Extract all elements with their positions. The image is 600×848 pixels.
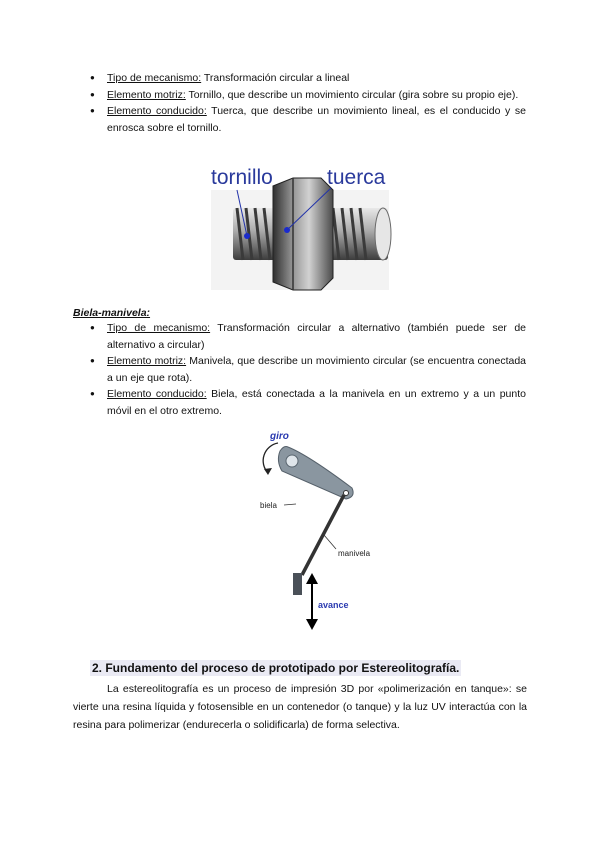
manivela-label: manivela [338, 549, 371, 558]
item-text: Tornillo, que describe un movimiento circular (gira sobre su propio eje). [185, 88, 519, 101]
list-item [90, 70, 526, 87]
screw-label: tornillo [211, 166, 273, 189]
biela-label: biela [260, 501, 277, 510]
item-text: Manivela, que describe un movimiento circular (se encuentra conectada a un eje que rota). [107, 355, 527, 384]
screw-nut-list [90, 70, 526, 136]
item-term: Elemento conducido: [107, 105, 207, 117]
item-text: Biela, está conectada a la manivela en un extremo y a un punto móvil en el otro extremo. [107, 388, 526, 417]
item-text: Transformación circular a alternativo (también puede ser de alternativo a circular) [107, 322, 526, 351]
list-item [90, 353, 526, 386]
list-item [90, 87, 526, 104]
item-text: Transformación circular a lineal [201, 72, 350, 84]
section-heading: 2. Fundamento del proceso de prototipado por Estereolitografía. [92, 661, 460, 675]
biela-manivela-list [90, 320, 526, 419]
item-term: Tipo de mecanismo: [107, 72, 202, 84]
biela-manivela-title: Biela-manivela: [73, 307, 151, 319]
item-term: Tipo de mecanismo: [107, 322, 211, 334]
avance-label: avance [318, 600, 349, 610]
nut-label: tuerca [327, 166, 386, 189]
item-term: Elemento motriz: [107, 355, 187, 367]
crank-rod-figure [248, 425, 383, 635]
list-item [90, 386, 526, 419]
item-term: Elemento motriz: [107, 88, 186, 101]
section-paragraph: La estereolitografía es un proceso de impresión 3D por «polimerización en tanque»: se vierte una resina líquida y fotosensible en un contenedor (o tanque) y la luz UV interactúa con la resina para polimerizar (endurecerla o solidificarla) de forma selectiva. [73, 683, 527, 731]
list-item [90, 103, 526, 136]
screw-nut-figure [203, 160, 395, 295]
item-term: Elemento conducido: [107, 388, 207, 400]
giro-label: giro [270, 431, 289, 442]
list-item [90, 320, 526, 353]
item-text: Tuerca, que describe un movimiento lineal, es el conducido y se enrosca sobre el tornillo. [107, 105, 526, 134]
